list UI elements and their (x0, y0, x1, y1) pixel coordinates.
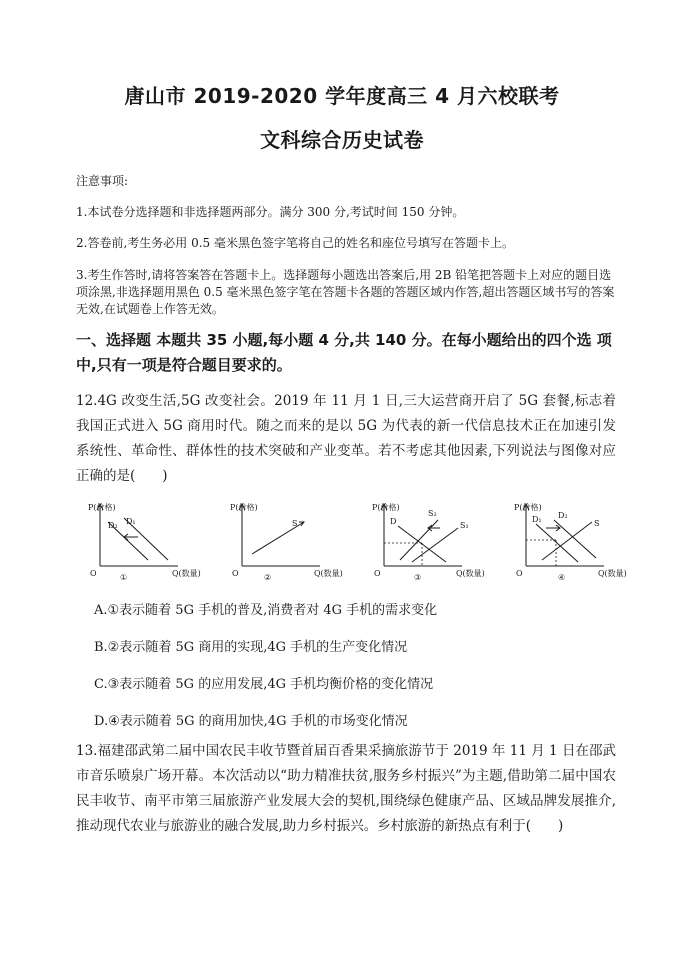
origin-label: O (516, 569, 523, 578)
option-c: C.③表示随着 5G 的应用发展,4G 手机均衡价格的变化情况 (94, 677, 434, 692)
exam-subtitle: 文科综合历史试卷 (260, 128, 424, 152)
curve-label-s: S (594, 519, 600, 528)
curve-label-d2: D₂ (108, 521, 118, 530)
question-13-stem: 13.福建邵武第二届中国农民丰收节暨首届百香果采摘旅游节于 2019 年 11 月 1 日在邵武市音乐喷泉广场开幕。本次活动以“助力精准扶贫,服务乡村振兴”为主题,借助第二届中国农民丰收节、南平市第三届旅游产业发展大会的契机,围绕绿色健康产品、区域品牌发展推介,推动现代农业与旅游业的融合发展,助力乡村振兴。乡村旅游的新热点有利于( ) (76, 743, 616, 834)
origin-label: O (232, 569, 239, 578)
curve-label-d2: D₂ (558, 511, 568, 520)
graph-caption: ③ (414, 573, 422, 582)
y-axis-label: P(价格) (372, 503, 400, 512)
graph-3 (370, 500, 500, 585)
y-axis-label: P(价格) (88, 503, 116, 512)
curve-s1 (412, 528, 458, 562)
graph-4 (512, 500, 642, 585)
x-axis-label: Q(数量) (314, 569, 343, 578)
curve-label-s2: S₂ (428, 509, 437, 518)
note-item-1: 1.本试卷分选择题和非选择题两部分。满分 300 分,考试时间 150 分钟。 (76, 205, 465, 219)
option-a: A.①表示随着 5G 手机的普及,消费者对 4G 手机的需求变化 (94, 603, 438, 618)
x-axis-label: Q(数量) (172, 569, 201, 578)
note-item-2: 2.答卷前,考生务必用 0.5 毫米黑色签字笔将自己的姓名和座位号填写在答题卡上。 (76, 236, 514, 250)
curve-label-d1: D₁ (532, 515, 542, 524)
origin-label: O (374, 569, 381, 578)
origin-label: O (90, 569, 97, 578)
notes-heading: 注意事项: (76, 174, 129, 188)
curve-d2 (554, 520, 596, 558)
curve-label-s1: S₁ (460, 521, 469, 530)
graph-2 (228, 500, 358, 585)
graph-caption: ② (264, 573, 272, 582)
graph-caption: ④ (558, 573, 566, 582)
section-heading: 一、选择题 本题共 35 小题,每小题 4 分,共 140 分。在每小题给出的四个选 项中,只有一项是符合题目要求的。 (76, 331, 612, 374)
y-axis-label: P(价格) (514, 503, 542, 512)
y-axis-label: P(价格) (230, 503, 258, 512)
exam-title: 唐山市 2019-2020 学年度高三 4 月六校联考 (124, 84, 560, 108)
option-b: B.②表示随着 5G 商用的实现,4G 手机的生产变化情况 (94, 640, 408, 655)
note-item-3: 3.考生作答时,请将答案答在答题卡上。选择题每小题选出答案后,用 2B 铅笔把答题卡上对应的题目选项涂黑,非选择题用黑色 0.5 毫米黑色签字笔在答题卡各题的答题区域内作答,超出答题区域书写的答案无效,在试题卷上作答无效。 (76, 268, 615, 316)
option-d: D.④表示随着 5G 的商用加快,4G 手机的市场变化情况 (94, 714, 408, 729)
x-axis-label: Q(数量) (598, 569, 627, 578)
graph-caption: ① (120, 573, 128, 582)
curve-label-s: S (292, 519, 298, 528)
question-12-stem: 12.4G 改变生活,5G 改变社会。2019 年 11 月 1 日,三大运营商开启了 5G 套餐,标志着我国正式进入 5G 商用时代。随之而来的是以 5G 为代表的新一代信息技术正在加速引发系统性、革命性、群体性的技术突破和产业变革。若不考虑其他因素,下列说法与图像对应正确的是( ) (76, 393, 616, 484)
graph-1 (86, 500, 216, 585)
x-axis-label: Q(数量) (456, 569, 485, 578)
curve-s2 (400, 520, 438, 560)
curve-label-d1: D₁ (126, 517, 136, 526)
curve-label-d: D (390, 517, 397, 526)
